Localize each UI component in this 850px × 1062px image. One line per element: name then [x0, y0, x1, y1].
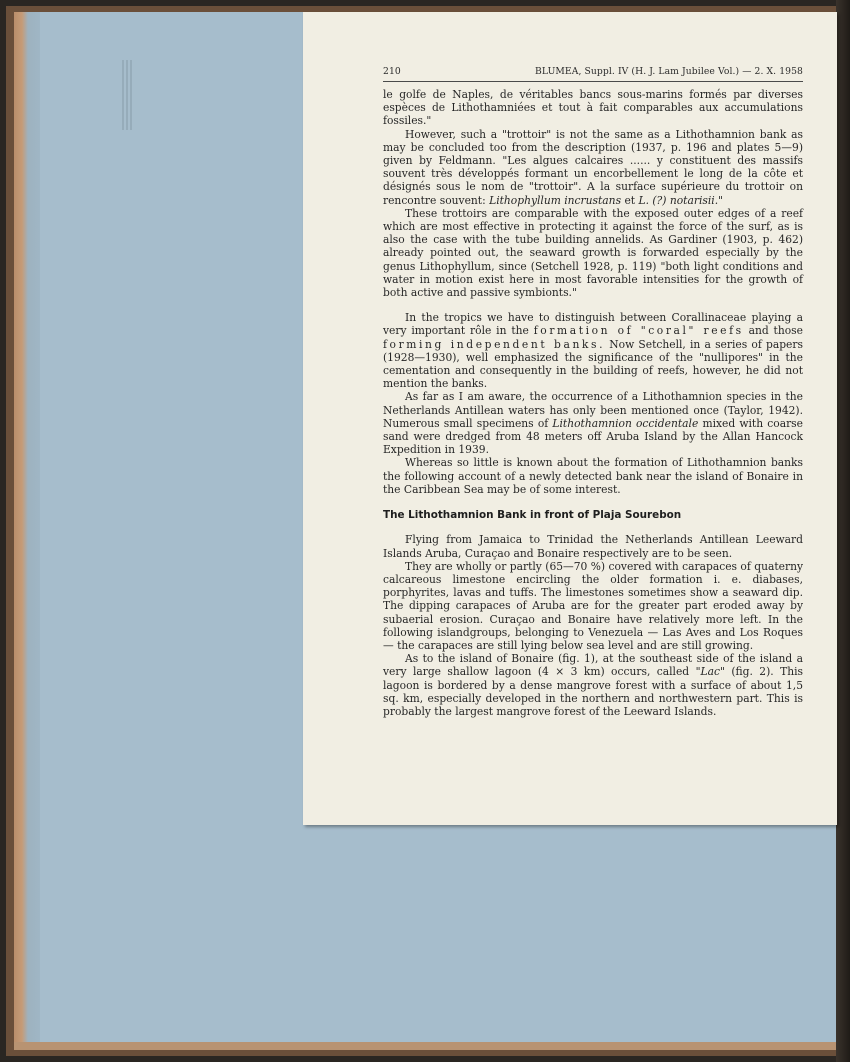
- dark-margin: [836, 0, 850, 1062]
- conjunction: et: [624, 193, 636, 207]
- section-paragraph-3-tail: (fig. 2). This lagoon is bordered by a dense mangrove forest with a surface of about 1,5 sq. km, especially developed in the northern and northwestern part. This is probably the largest mangrove forest of the Leeward Islands.: [383, 665, 803, 718]
- paragraph-6: Whereas so little is known about the formation of Lithothamnion banks the following account of a newly detected bank near the island of Bonaire in the Caribbean Sea may be of some interest.: [383, 456, 803, 496]
- running-header: [383, 66, 803, 82]
- paragraph-5-text: As far as I am aware, the occurrence of a Lithothamnion species in the Netherlands Antillean waters has only been mentioned once (Taylor, 1942). Numerous small specimens of: [383, 390, 803, 430]
- page-content: [383, 66, 803, 718]
- spaced-phrase-2: forming independent banks.: [383, 337, 606, 351]
- board-bottom-edge: [14, 1042, 844, 1050]
- binding-holes: [122, 60, 134, 130]
- board-spine-edge: [14, 12, 40, 1050]
- species-name-3: Lithothamnion occidentale: [552, 416, 699, 430]
- spaced-phrase-1: formation of "coral" reefs: [533, 324, 744, 338]
- journal-title: BLUMEA, Suppl. IV (H. J. Lam Jubilee Vol.) — 2. X. 1958: [535, 66, 803, 77]
- paragraph-4: [383, 311, 803, 390]
- paper-page: [303, 12, 837, 825]
- paragraph-5: [383, 390, 803, 456]
- spaced-connector: and those: [748, 324, 803, 338]
- species-name-1: Lithophyllum incrustans: [489, 193, 622, 207]
- paragraph-3: These trottoirs are comparable with the exposed outer edges of a reef which are most effective in protecting it against the force of the surf, as is also the case with the tube building annelids. As Gardiner (1903, p. 462) already pointed out, the seaward growth is forwarded especially by the genus Lithophyllum, since (Setchell 1928, p. 119) "both light conditions and water in motion exist here in most favorable intensities for the growth of both active and passive symbionts.": [383, 206, 803, 300]
- paragraph-4-text: In the tropics we have to distinguish between Corallinaceae playing a very important rôle in the: [383, 311, 803, 338]
- section-heading: The Lithothamnion Bank in front of Plaja Sourebon: [383, 509, 682, 522]
- lac-name: "Lac": [695, 665, 725, 679]
- paragraph-4-tail: Now Setchell, in a series of papers (1928—1930), well emphasized the significance of the "nullipores" in the cementation and consequently in the building of reefs, however, he did not mention the banks.: [383, 337, 803, 391]
- section-paragraph-2: They are wholly or partly (65—70 %) covered with carapaces of quaterny calcareous limestone encircling the older formation i. e. diabases, porphyrites, lavas and tuffs. The limestones sometimes show a seaward dip. The dipping carapaces of Aruba are for the greater part eroded away by subaerial erosion. Curaçao and Bonaire have relatively more left. In the following islandgroups, belonging to Venezuela — Las Aves and Los Roques — the carapaces are still lying below sea level and are still growing.: [383, 559, 803, 652]
- section-paragraph-3: [383, 652, 803, 718]
- section-paragraph-3-text: As to the island of Bonaire (fig. 1), at the southeast side of the island a very large shallow lagoon (4 × 3 km) occurs, called: [383, 652, 803, 679]
- section-paragraph-1: Flying from Jamaica to Trinidad the Netherlands Antillean Leeward Islands Aruba, Curaçao and Bonaire respectively are to be seen.: [383, 533, 803, 560]
- closing-quote: ": [718, 193, 724, 207]
- paragraph-2-text: However, such a "trottoir" is not the same as a Lithothamnion bank as may be concluded too from the description (1937, p. 196 and plates 5—9) given by Feldmann. "Les algues calcaires ...... y constituent des massifs souvent très développés formant un encorbellement le long de la côte et désignés sous le nom de "trottoir". A la surface supérieure du trottoir on rencontre souvent:: [383, 127, 803, 207]
- species-name-2: L. (?) notarisii.: [638, 193, 719, 207]
- paragraph-2: [383, 128, 803, 207]
- body-text: [383, 88, 803, 718]
- paragraph-5-tail: mixed with coarse sand were dredged from 48 meters off Aruba Island by the Allan Hancock Expedition in 1939.: [383, 416, 803, 457]
- paragraph-1: le golfe de Naples, de véritables bancs sous-marins formés par diverses espèces de Lithothamniées et tout à fait comparables aux accumulations fossiles.": [383, 88, 803, 128]
- page-number: 210: [383, 66, 401, 77]
